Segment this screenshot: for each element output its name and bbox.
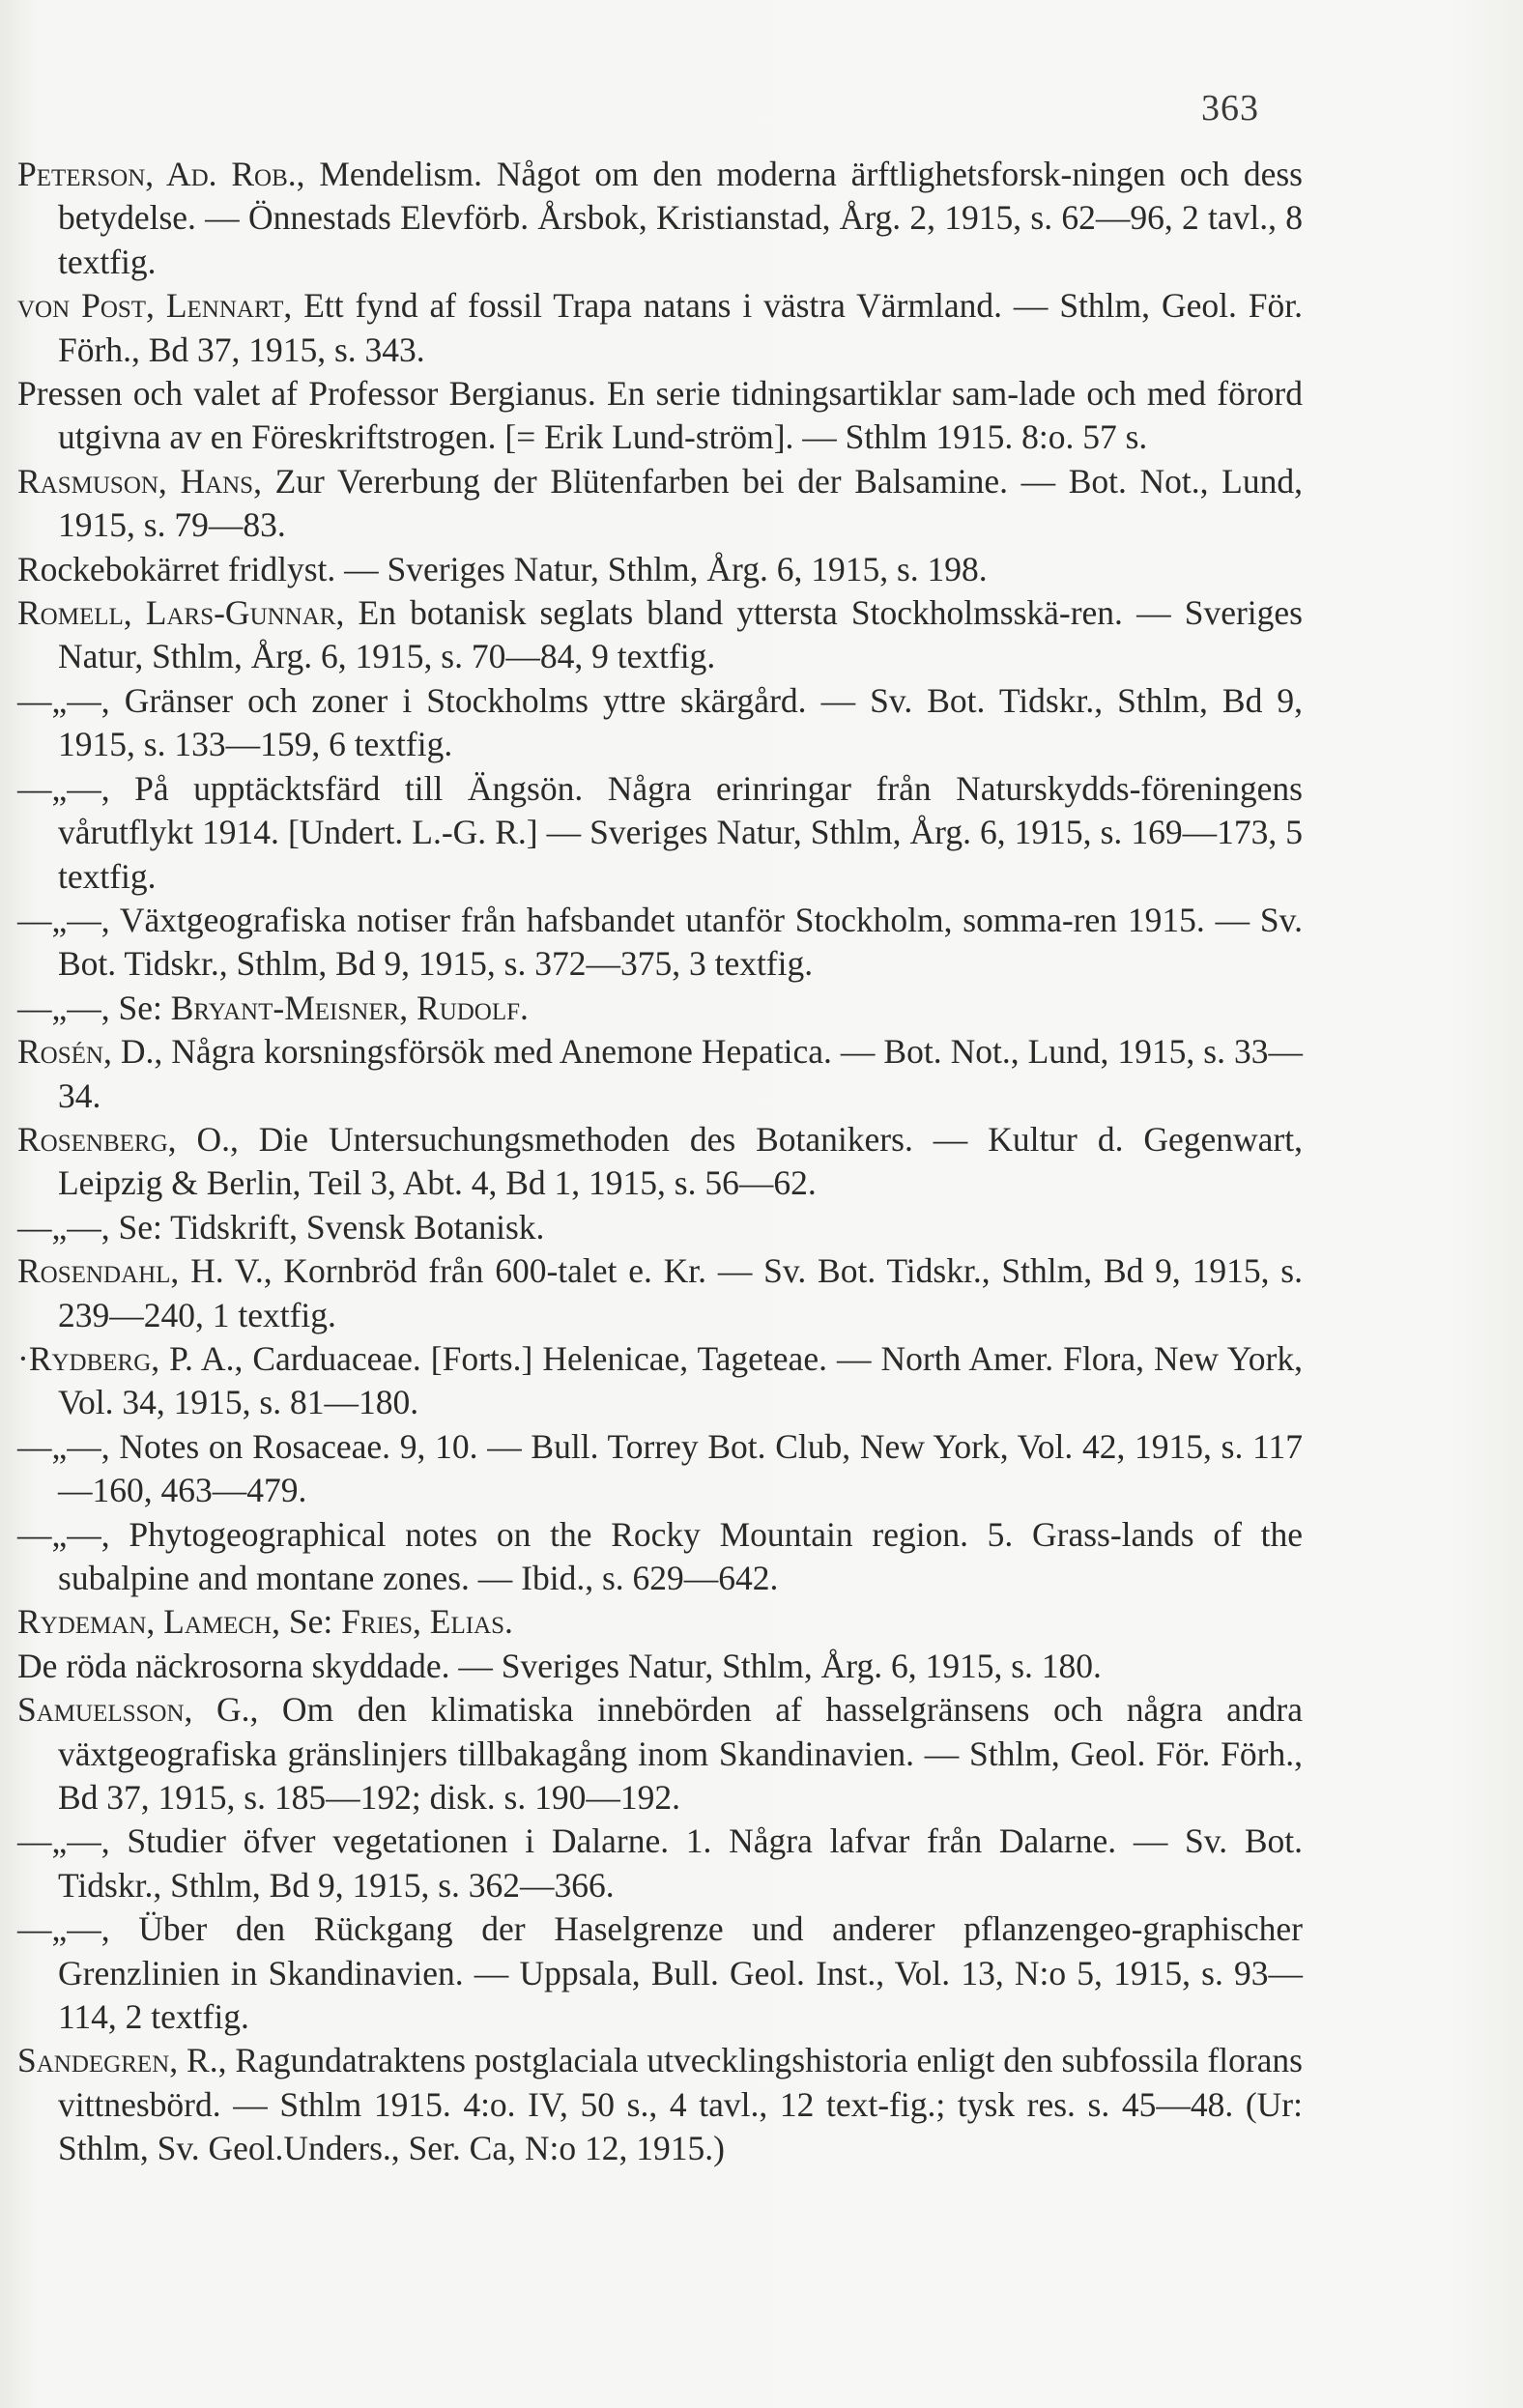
bibliography-entry (17, 1907, 1303, 2039)
entry-author: Rosén, D. (17, 1032, 155, 1072)
entry-text: , Om den klimatiska innebörden af hasselgränsens och några andra växtgeografiska gränslinjers tillbakagång inom Skandinavien. — Sthlm, Geol. För. Förh., Bd 37, 1915, s. 185—192; disk. s. 190—192. (58, 1690, 1303, 1818)
bibliography-entry (17, 1118, 1303, 1206)
bibliography-entry (17, 591, 1303, 679)
entry-text: —„—, Studier öfver vegetationen i Dalarne. 1. Några lafvar från Dalarne. — Sv. Bot. Tidskr., Sthlm, Bd 9, 1915, s. 362—366. (17, 1821, 1303, 1905)
bibliography-entry (17, 1645, 1303, 1688)
entry-text: —„—, Växtgeografiska notiser från hafsbandet utanför Stockholm, somma-ren 1915. — Sv. Bot. Tidskr., Sthlm, Bd 9, 1915, s. 372—375, 3 textfig. (17, 900, 1303, 984)
entry-text: , Ett fynd af fossil Trapa natans i västra Värmland. — Sthlm, Geol. För. Förh., Bd 37, 1915, s. 343. (58, 286, 1303, 369)
entry-text: , Kornbröd från 600-talet e. Kr. — Sv. Bot. Tidskr., Sthlm, Bd 9, 1915, s. 239—240, 1 textfig. (58, 1251, 1303, 1334)
entry-author: Peterson, Ad. Rob. (17, 155, 297, 193)
bibliography-entry (17, 1513, 1303, 1601)
bibliography-entry (17, 987, 1303, 1030)
bibliography-entry (17, 767, 1303, 899)
bibliography-entry (17, 1337, 1303, 1425)
entry-text: , Carduaceae. [Forts.] Helenicae, Tageteae. — North Amer. Flora, New York, Vol. 34, 1915, s. 81—180. (58, 1338, 1303, 1422)
bibliography-entry (17, 372, 1303, 460)
entry-text: De röda näckrosorna skyddade. — Sveriges Natur, Sthlm, Årg. 6, 1915, s. 180. (17, 1646, 1102, 1685)
entry-text: —„—, Phytogeographical notes on the Rocky Mountain region. 5. Grass-lands of the subalpine and montane zones. — Ibid., s. 629—642. (17, 1514, 1303, 1597)
bibliography-entry (17, 2039, 1303, 2170)
bibliography-list (17, 153, 1303, 2171)
entry-author: Samuelsson, G. (17, 1690, 250, 1730)
bibliography-entry (17, 1600, 1303, 1644)
entry-author: Romell, Lars-Gunnar (17, 593, 336, 633)
entry-text: , Mendelism. Något om den moderna ärftlighetsforsk-ningen och dess betydelse. — Önnestads Elevförb. Årsbok, Kristianstad, Årg. 2, 1915, s. 62—96, 2 tavl., 8 textfig. (58, 155, 1303, 281)
entry-author: ·Rydberg, P. A. (17, 1338, 235, 1378)
entry-text: Pressen och valet af Professor Bergianus. En serie tidningsartiklar sam-lade och med förord utgivna av en Föreskriftstrogen. [= Erik Lund-ström]. — Sthlm 1915. 8:o. 57 s. (17, 374, 1303, 457)
entry-text: —„—, Se: (17, 988, 171, 1027)
entry-text: , Några korsningsförsök med Anemone Hepatica. — Bot. Not., Lund, 1915, s. 33—34. (58, 1032, 1303, 1115)
entry-text: —„—, Se: Tidskrift, Svensk Botanisk. (17, 1207, 545, 1247)
page-number: 363 (1201, 88, 1259, 129)
entry-text: , Zur Vererbung der Blütenfarben bei der Balsamine. — Bot. Not., Lund, 1915, s. 79—83. (58, 461, 1303, 545)
entry-author: von Post, Lennart (17, 286, 284, 326)
entry-text: , En botanisk seglats bland yttersta Stockholmsskä-ren. — Sveriges Natur, Sthlm, Årg. 6, 1915, s. 70—84, 9 textfig. (58, 593, 1303, 676)
bibliography-entry (17, 284, 1303, 372)
bibliography-entry (17, 1820, 1303, 1907)
entry-text: —„—, Über den Rückgang der Haselgrenze und anderer pflanzengeo-graphischer Grenzlinien in Skandinavien. — Uppsala, Bull. Geol. Inst., Vol. 13, N:o 5, 1915, s. 93—114, 2 textfig. (17, 1909, 1303, 2037)
entry-cross-reference: Fries, Elias. (341, 1602, 513, 1642)
entry-author: Rydeman, Lamech (17, 1602, 273, 1642)
bibliography-entry (17, 153, 1303, 284)
entry-text: —„—, Gränser och zoner i Stockholms yttre skärgård. — Sv. Bot. Tidskr., Sthlm, Bd 9, 1915, s. 133—159, 6 textfig. (17, 680, 1303, 764)
bibliography-entry (17, 1030, 1303, 1118)
entry-author: Sandegren, R. (17, 2041, 218, 2080)
bibliography-entry (17, 1425, 1303, 1513)
entry-text: , Se: (272, 1602, 342, 1642)
entry-text: Rockebokärret fridlyst. — Sveriges Natur, Sthlm, Årg. 6, 1915, s. 198. (17, 549, 988, 588)
bibliography-entry (17, 548, 1303, 591)
bibliography-entry (17, 1688, 1303, 1820)
bibliography-entry (17, 1206, 1303, 1249)
entry-text: —„—, Notes on Rosaceae. 9, 10. — Bull. Torrey Bot. Club, New York, Vol. 42, 1915, s. 117—160, 463—479. (17, 1426, 1303, 1510)
entry-author: Rosendahl, H. V. (17, 1251, 264, 1291)
entry-author: Rasmuson, Hans (17, 461, 254, 501)
entry-text: , Die Untersuchungsmethoden des Botanikers. — Kultur d. Gegenwart, Leipzig & Berlin, Teil 3, Abt. 4, Bd 1, 1915, s. 56—62. (58, 1119, 1303, 1203)
bibliography-entry (17, 1249, 1303, 1337)
bibliography-entry (17, 899, 1303, 987)
entry-text: —„—, På upptäcktsfärd till Ängsön. Några erinringar från Naturskydds-föreningens vårutflykt 1914. [Undert. L.-G. R.] — Sveriges Natur, Sthlm, Årg. 6, 1915, s. 169—173, 5 textfig. (17, 768, 1303, 896)
entry-author: Rosenberg, O. (17, 1119, 230, 1159)
bibliography-entry (17, 460, 1303, 548)
entry-text: , Ragundatraktens postglaciala utvecklingshistoria enligt den subfossila florans vittnesbörd. — Sthlm 1915. 4:o. IV, 50 s., 4 tavl., 12 text-fig.; tysk res. s. 45—48. (Ur: Sthlm, Sv. Geol.Unders., Ser. Ca, N:o 12, 1915.) (58, 2041, 1303, 2168)
entry-cross-reference: Bryant-Meisner, Rudolf. (170, 988, 529, 1027)
bibliography-entry (17, 679, 1303, 767)
